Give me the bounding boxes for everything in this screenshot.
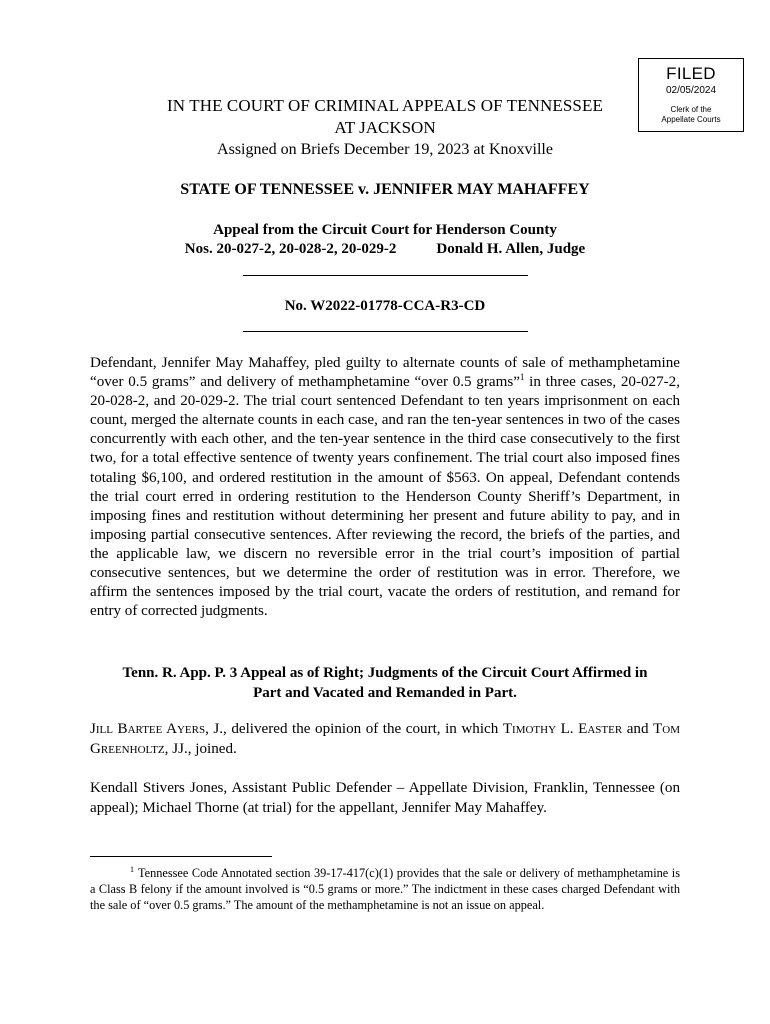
opinion-text2: and (622, 721, 654, 737)
opinion-text3: , JJ., joined. (164, 740, 237, 757)
footnote-ref[interactable]: 1 (519, 372, 525, 383)
summary-part1: Defendant, Jennifer May Mahaffey, pled guilty to alternate counts of sale of methamphetamine “over 0.5 grams” and delivery of methamphetamine “over 0.5 grams” (90, 355, 680, 391)
divider-bottom (243, 331, 528, 332)
appeal-from: Appeal from the Circuit Court for Henderson County (213, 222, 557, 238)
docket-number: No. W2022-01778-CCA-R3-CD (284, 298, 486, 314)
case-numbers-line (90, 240, 680, 258)
case-summary (90, 354, 680, 621)
joining-judge-2: Tom Greenholtz (90, 721, 680, 757)
opinion-text1: , J., delivered the opinion of the court, in which (205, 721, 503, 737)
stamp-date: 02/05/2024 (665, 85, 717, 96)
summary-part2: in three cases, 20-027-2, 20-028-2, and 20-029-2. The trial court sentenced Defendant to ten years imprisonment on each count, merged the alternate counts in each case, and ran the ten-year sentences in two of the cases concurrently with each other, and the ten-year sentence in the third case consecutively to the first two, for a total effective sentence of twenty years confinement. The trial court also imposed fines totaling $6,100, and ordered restitution in the amount of $563. On appeal, Defendant contends the trial court erred in ordering restitution to the Henderson County Sheriff’s Department, in imposing fines and restitution without determining her present and future ability to pay, and in imposing partial consecutive sentences. After reviewing the record, the briefs of the parties, and the applicable law, we discern no reversible error in the trial court’s imposition of partial consecutive sentences, but we determine the order of restitution was in error. Therefore, we affirm the sentences imposed by the trial court, vacate the orders of restitution, and remand for entry of corrected judgments. (90, 374, 680, 620)
footnote (90, 865, 680, 913)
stamp-clerk-line1: Clerk of the (670, 105, 712, 114)
court-location: AT JACKSON (334, 118, 436, 137)
footnote-text: Tennessee Code Annotated section 39-17-417(c)(1) provides that the sale or delivery of methamphetamine is a Class B felony if the amount involved is “0.5 grams or more.” The indictment in these cases charged Defendant with the sale of “over 0.5 grams.” The amount of the methamphetamine is not an issue on appeal. (90, 866, 680, 912)
stamp-title: FILED (666, 64, 716, 83)
court-name: IN THE COURT OF CRIMINAL APPEALS OF TENNESSEE (167, 96, 603, 115)
assigned-date: Assigned on Briefs December 19, 2023 at Knoxville (217, 141, 553, 158)
joining-judge-1: Timothy L. Easter (502, 721, 623, 737)
trial-judge: Donald H. Allen, Judge (436, 241, 586, 257)
footnote-number: 1 (130, 864, 134, 874)
holding-line1: Tenn. R. App. P. 3 Appeal as of Right; Judgments of the Circuit Court Affirmed in (122, 665, 648, 681)
case-caption: STATE OF TENNESSEE v. JENNIFER MAY MAHAFFEY (180, 181, 590, 198)
counsel-listing: Kendall Stivers Jones, Assistant Public Defender – Appellate Division, Franklin, Tennessee (on appeal); Michael Thorne (at trial) for the appellant, Jennifer May Mahaffey. (90, 780, 680, 816)
holding (90, 663, 680, 703)
holding-line2: Part and Vacated and Remanded in Part. (253, 685, 517, 701)
stamp-clerk-line2: Appellate Courts (661, 115, 721, 124)
divider-top (243, 275, 528, 276)
opinion-author: Jill Bartee Ayers (90, 721, 206, 737)
opinion-author-line (90, 720, 680, 759)
case-numbers: Nos. 20-027-2, 20-028-2, 20-029-2 (184, 241, 397, 257)
footnote-divider (90, 856, 272, 857)
